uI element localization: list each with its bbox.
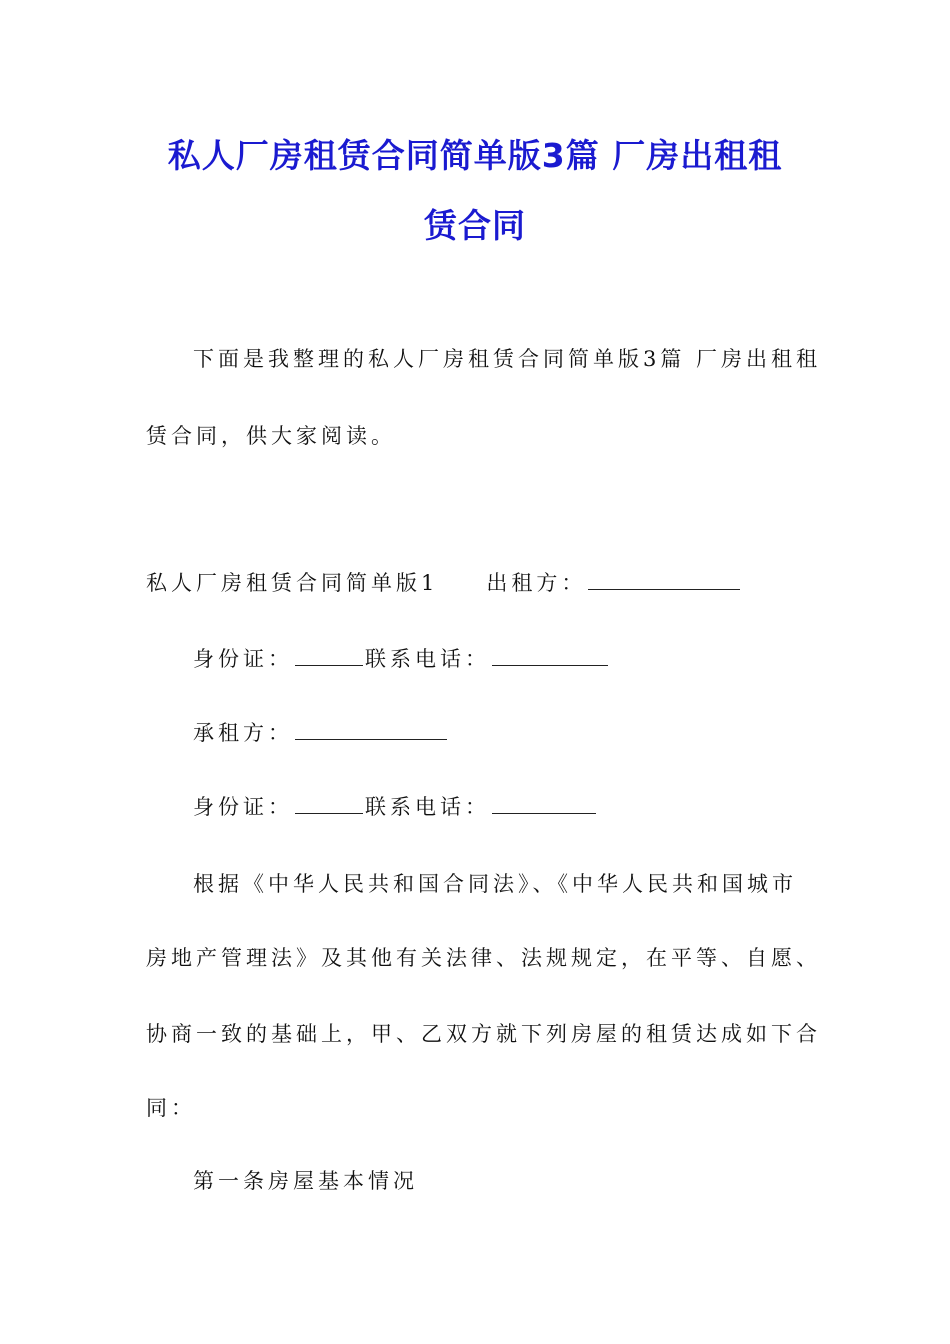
id-blank-line: [295, 795, 363, 814]
basis-paragraph-line-2: 房地产管理法》及其他有关法律、法规规定，在平等、自愿、: [146, 946, 821, 970]
lessor-label: 出租方：: [486, 571, 587, 595]
section-heading: 私人厂房租赁合同简单版1: [146, 571, 439, 595]
lessor-id-row: [193, 644, 863, 674]
phone-label: 联系电话：: [365, 795, 490, 819]
intro-paragraph-line-1: 下面是我整理的私人厂房租赁合同简单版3篇 厂房出租租: [193, 347, 822, 371]
lessee-label: 承租方：: [193, 721, 293, 745]
basis-paragraph-line-4: 同：: [146, 1096, 196, 1120]
id-label: 身份证：: [193, 795, 293, 819]
document-title-line-2: 赁合同: [424, 206, 526, 245]
lessor-blank-line: [588, 571, 740, 590]
article-heading: 第一条房屋基本情况: [193, 1169, 418, 1193]
basis-paragraph-line-3: 协商一致的基础上，甲、乙双方就下列房屋的租赁达成如下合: [146, 1022, 821, 1046]
document-title-line-1: 私人厂房租赁合同简单版3篇 厂房出租租: [167, 136, 783, 175]
basis-paragraph-line-1: 根据《中华人民共和国合同法》、《中华人民共和国城市: [193, 872, 797, 896]
lessee-row: [193, 718, 863, 748]
intro-paragraph-line-2: 赁合同，供大家阅读。: [146, 424, 396, 448]
id-label: 身份证：: [193, 647, 293, 671]
lessee-blank-line: [295, 721, 447, 740]
phone-blank-line: [492, 647, 608, 666]
id-blank-line: [295, 647, 363, 666]
lessee-id-row: [193, 792, 863, 822]
phone-blank-line: [492, 795, 596, 814]
phone-label: 联系电话：: [365, 647, 490, 671]
lessor-row: [146, 568, 816, 598]
